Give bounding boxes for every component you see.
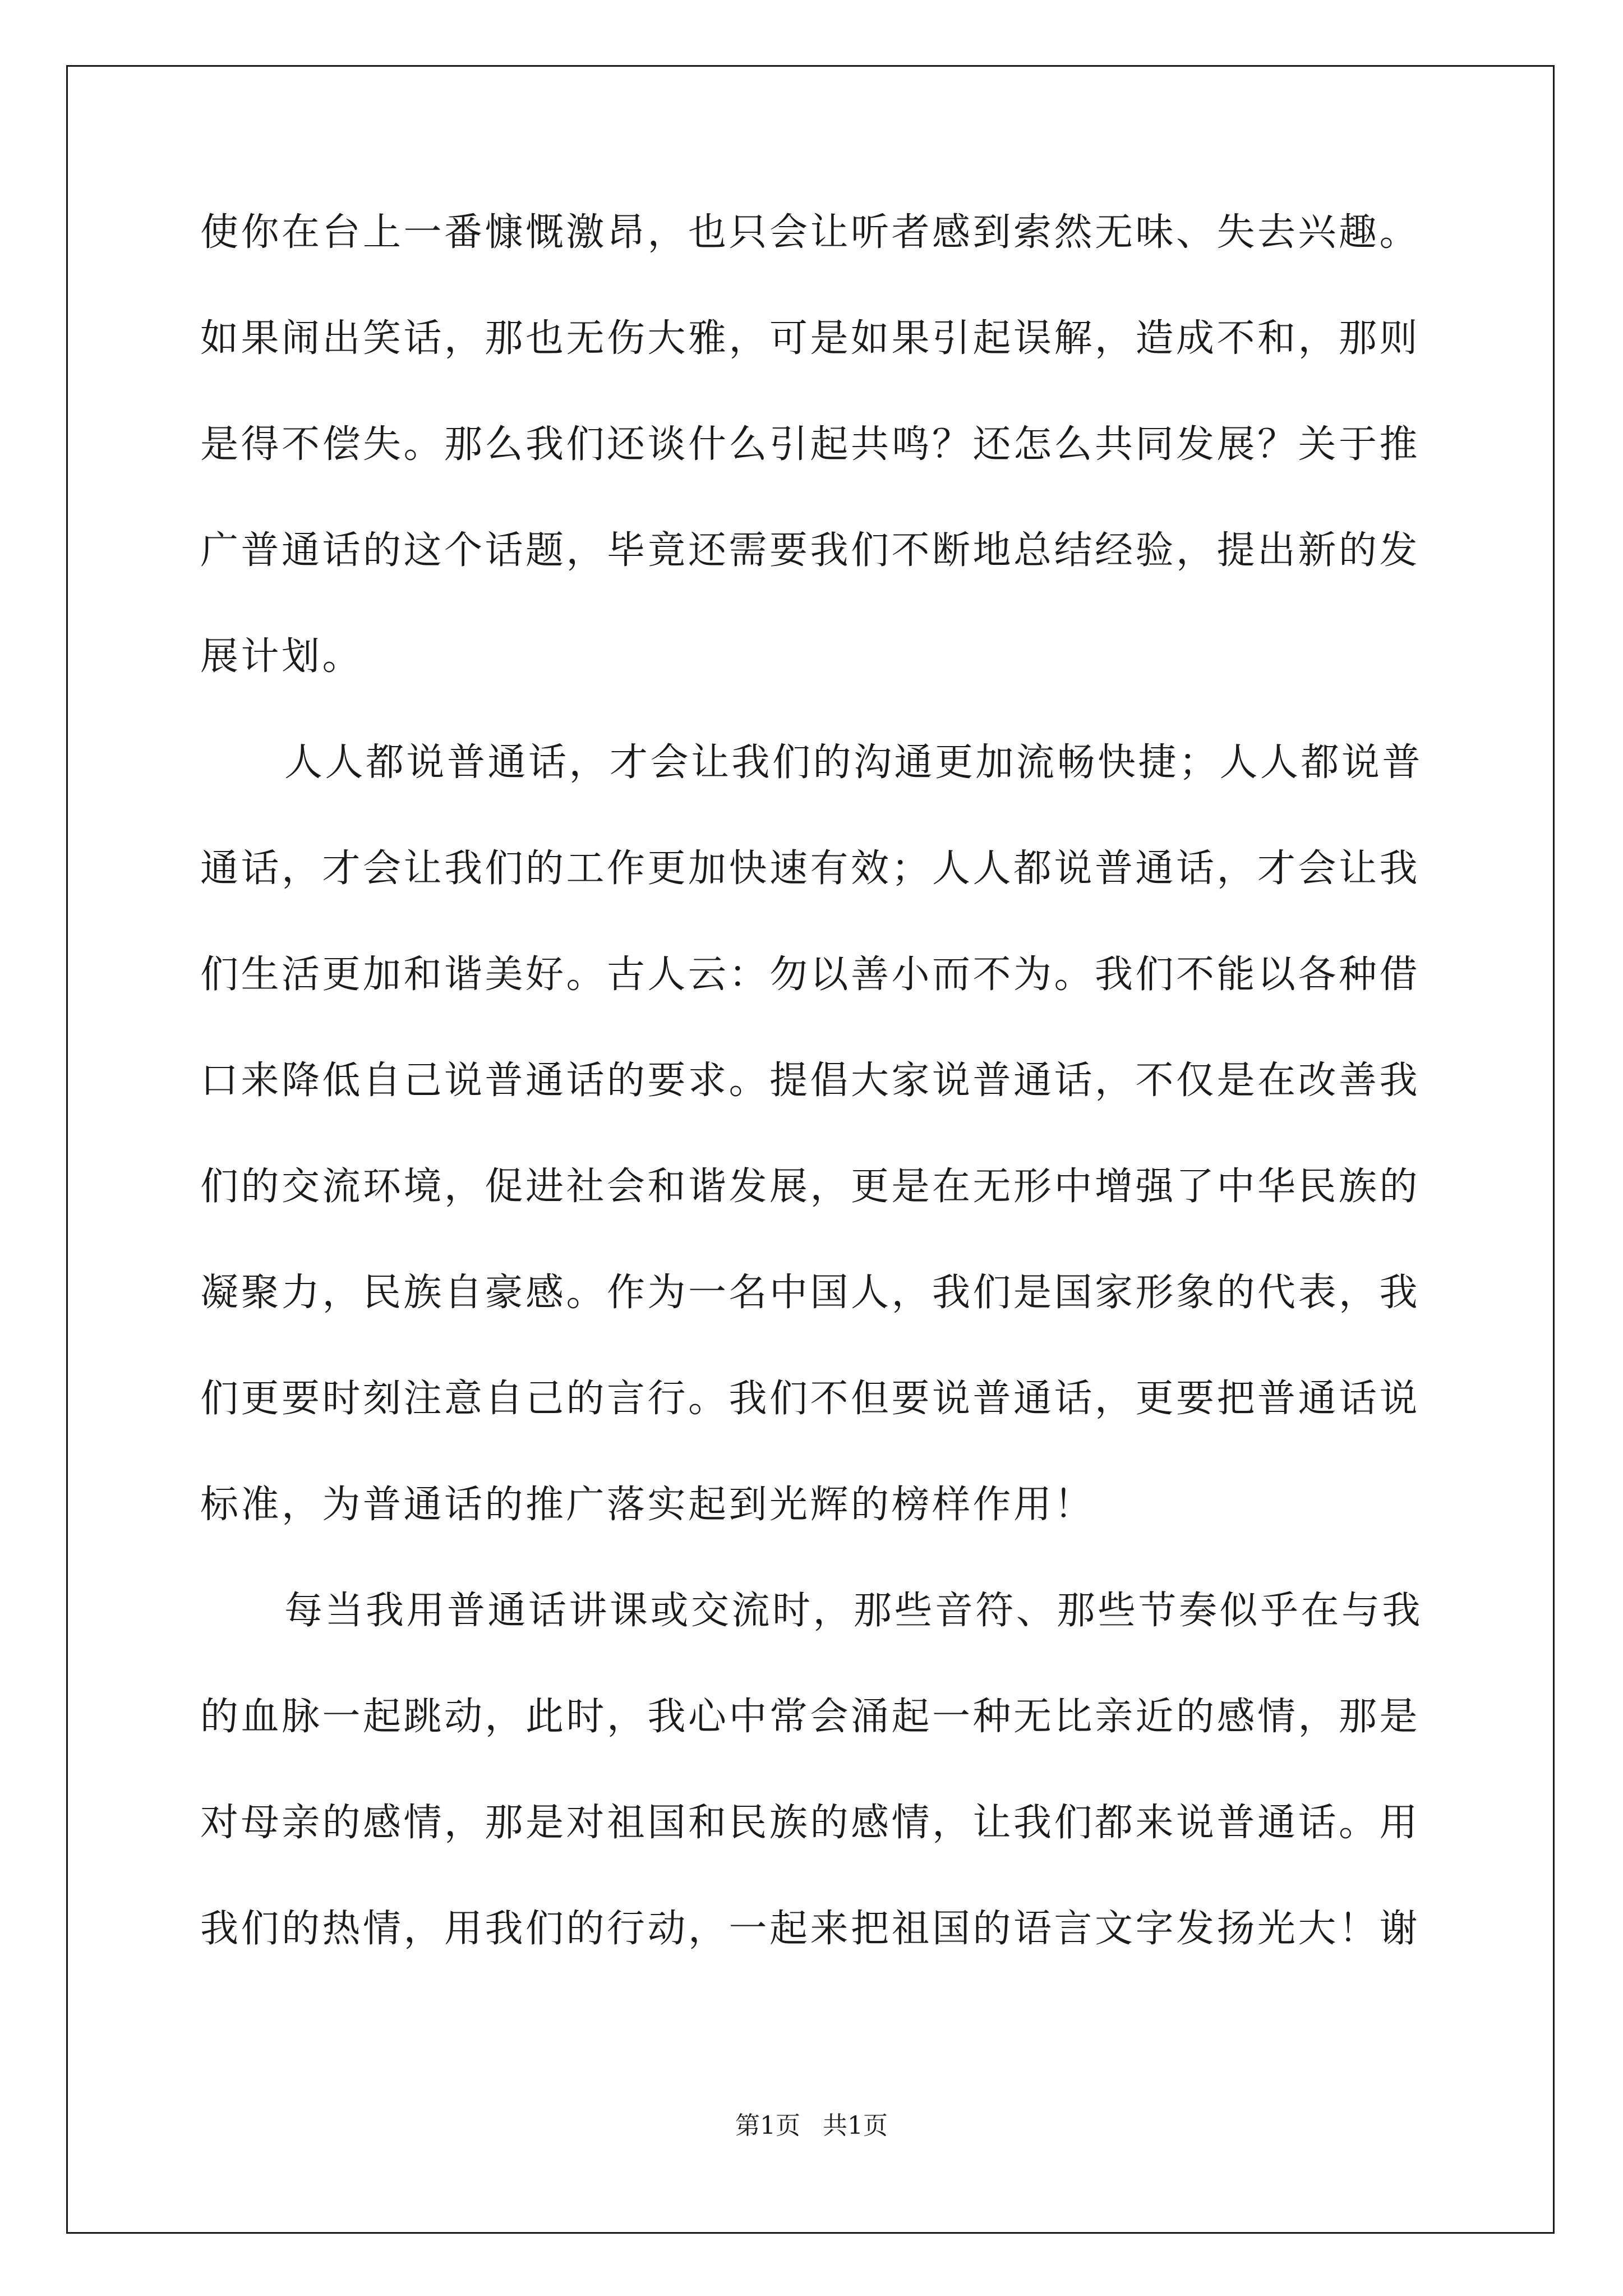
text-line: 我们的热情，用我们的行动，一起来把祖国的语言文字发扬光大！谢 [200, 1907, 1421, 1951]
text-line: 对母亲的感情，那是对祖国和民族的感情，让我们都来说普通话。用 [200, 1801, 1421, 1845]
text-line: 们更要时刻注意自己的言行。我们不但要说普通话，更要把普通话说 [200, 1377, 1421, 1421]
page-number: 第1页 [735, 2111, 800, 2140]
text-line: 标准，为普通话的推广落实起到光辉的榜样作用！ [200, 1483, 1095, 1527]
page-total: 共1页 [823, 2111, 888, 2140]
text-line: 们生活更加和谐美好。古人云：勿以善小而不为。我们不能以各种借 [200, 953, 1421, 997]
text-line: 如果闹出笑话，那也无伤大雅，可是如果引起误解，造成不和，那则 [200, 316, 1421, 361]
text-line: 通话，才会让我们的工作更加快速有效；人人都说普通话，才会让我 [200, 846, 1421, 891]
text-line: 的血脉一起跳动，此时，我心中常会涌起一种无比亲近的感情，那是 [200, 1695, 1421, 1739]
text-line: 广普通话的这个话题，毕竟还需要我们不断地总结经验，提出新的发 [200, 528, 1421, 573]
paragraph-first-line: 人人都说普通话，才会让我们的沟通更加流畅快捷；人人都说普 [284, 740, 1423, 785]
text-line: 口来降低自己说普通话的要求。提倡大家说普通话，不仅是在改善我 [200, 1059, 1421, 1103]
text-line: 凝聚力，民族自豪感。作为一名中国人，我们是国家形象的代表，我 [200, 1271, 1421, 1315]
page-footer [0, 2109, 1623, 2143]
text-line: 展计划。 [200, 634, 363, 679]
text-line: 使你在台上一番慷慨激昂，也只会让听者感到索然无味、失去兴趣。 [200, 210, 1421, 255]
paragraph-first-line: 每当我用普通话讲课或交流时，那些音符、那些节奏似乎在与我 [284, 1589, 1423, 1633]
document-body [200, 208, 1426, 2010]
text-line: 们的交流环境，促进社会和谐发展，更是在无形中增强了中华民族的 [200, 1165, 1421, 1209]
text-line: 是得不偿失。那么我们还谈什么引起共鸣？还怎么共同发展？关于推 [200, 422, 1421, 467]
